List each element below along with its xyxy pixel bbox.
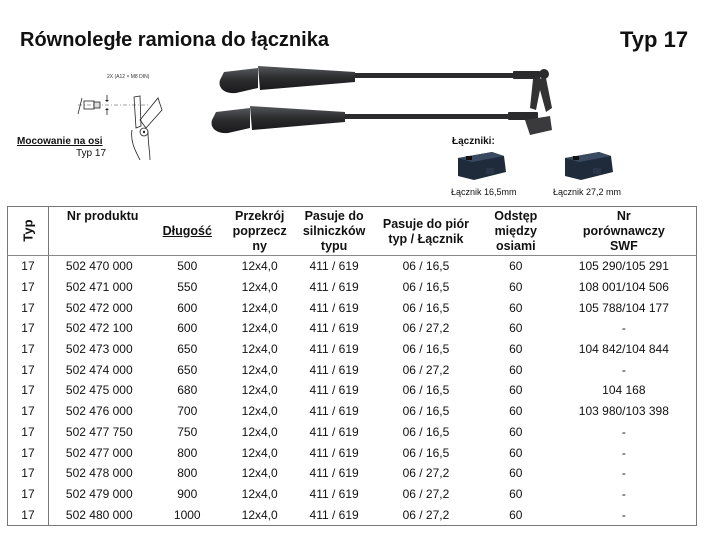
- cell-blades: 06 / 16,5: [402, 280, 450, 295]
- cell-typ: 17: [8, 401, 49, 422]
- table-header-row: [8, 207, 697, 256]
- cell-product-no: 502 475 000: [65, 383, 133, 398]
- cell-typ: 17: [8, 359, 49, 380]
- cell-motors: 411 / 619: [309, 362, 359, 377]
- cell-axis-spacing: 60: [509, 342, 523, 357]
- page-title: Równoległe ramiona do łącznika: [20, 29, 329, 51]
- table-row: [8, 504, 697, 525]
- cell-blades: 06 / 27,2: [402, 486, 450, 501]
- header-product-no: Nr produktu: [48, 207, 151, 256]
- cell-blades: 06 / 27,2: [402, 507, 450, 522]
- table-row: [8, 401, 697, 422]
- cell-swf: -: [621, 321, 626, 336]
- cell-blades: 06 / 16,5: [402, 404, 450, 419]
- cell-product-no: 502 477 000: [65, 445, 133, 460]
- table-row: [8, 277, 697, 298]
- wiper-arms-image: [200, 60, 640, 145]
- cell-cross-section: 12x4,0: [241, 383, 278, 398]
- cell-length: 500: [177, 259, 198, 274]
- cell-typ: 17: [8, 318, 49, 339]
- connector-27-2-image: [559, 148, 615, 182]
- cell-axis-spacing: 60: [509, 383, 523, 398]
- cell-swf: -: [621, 466, 626, 481]
- cell-typ: 17: [8, 422, 49, 443]
- cell-motors: 411 / 619: [309, 445, 359, 460]
- cell-axis-spacing: 60: [509, 362, 523, 377]
- cell-swf: 104 842/104 844: [578, 342, 669, 357]
- cell-length: 600: [177, 300, 198, 315]
- header-swf: Nr porównawczy SWF: [552, 207, 697, 256]
- cell-length: 600: [177, 321, 198, 336]
- cell-cross-section: 12x4,0: [241, 342, 278, 357]
- cell-cross-section: 12x4,0: [241, 362, 278, 377]
- cell-motors: 411 / 619: [309, 342, 359, 357]
- cell-cross-section: 12x4,0: [241, 486, 278, 501]
- header-length: Długość: [151, 207, 223, 256]
- cell-product-no: 502 478 000: [65, 466, 133, 481]
- cell-motors: 411 / 619: [309, 424, 359, 439]
- cell-axis-spacing: 60: [509, 259, 523, 274]
- cell-blades: 06 / 27,2: [402, 362, 450, 377]
- cell-swf: -: [621, 424, 626, 439]
- cell-product-no: 502 477 750: [65, 424, 133, 439]
- cell-swf: 108 001/104 506: [578, 280, 669, 295]
- table-row: [8, 380, 697, 401]
- cell-cross-section: 12x4,0: [241, 424, 278, 439]
- cell-length: 550: [177, 280, 198, 295]
- table-body: [8, 256, 697, 526]
- cell-cross-section: 12x4,0: [241, 404, 278, 419]
- cell-blades: 06 / 27,2: [402, 321, 450, 336]
- cell-cross-section: 12x4,0: [241, 280, 278, 295]
- cell-product-no: 502 471 000: [65, 280, 133, 295]
- dimension-note: 2X (A12 × M8 DIN): [107, 74, 150, 80]
- cell-swf: -: [621, 362, 626, 377]
- cell-swf: 103 980/103 398: [578, 404, 669, 419]
- cell-swf: 105 290/105 291: [578, 259, 669, 274]
- cell-product-no: 502 472 000: [65, 300, 133, 315]
- cell-motors: 411 / 619: [309, 486, 359, 501]
- cell-typ: 17: [8, 339, 49, 360]
- table-row: [8, 422, 697, 443]
- header-typ: Typ: [8, 207, 49, 256]
- cell-typ: 17: [8, 442, 49, 463]
- header-motors: Pasuje do silniczków typu: [296, 207, 372, 256]
- cell-axis-spacing: 60: [509, 466, 523, 481]
- cell-length: 1000: [173, 507, 201, 522]
- cell-cross-section: 12x4,0: [241, 466, 278, 481]
- cell-motors: 411 / 619: [309, 507, 359, 522]
- cell-length: 800: [177, 466, 198, 481]
- cell-product-no: 502 479 000: [65, 486, 133, 501]
- cell-length: 650: [177, 362, 198, 377]
- table-row: [8, 484, 697, 505]
- cell-swf: 105 788/104 177: [578, 300, 669, 315]
- cell-typ: 17: [8, 463, 49, 484]
- header-axis-spacing: Odstęp między osiami: [480, 207, 552, 256]
- cell-axis-spacing: 60: [509, 445, 523, 460]
- cell-axis-spacing: 60: [509, 300, 523, 315]
- mount-label: Mocowanie na osi: [17, 136, 103, 147]
- cell-length: 700: [177, 404, 198, 419]
- cell-typ: 17: [8, 297, 49, 318]
- cell-motors: 411 / 619: [309, 466, 359, 481]
- cell-blades: 06 / 16,5: [402, 424, 450, 439]
- table-row: [8, 256, 697, 277]
- cell-product-no: 502 476 000: [65, 404, 133, 419]
- cell-blades: 06 / 16,5: [402, 259, 450, 274]
- connector-16-5-label: Łącznik 16,5mm: [451, 187, 517, 197]
- cell-cross-section: 12x4,0: [241, 445, 278, 460]
- table-row: [8, 359, 697, 380]
- spec-table: [7, 206, 697, 526]
- cell-typ: 17: [8, 277, 49, 298]
- table-row: [8, 339, 697, 360]
- cell-cross-section: 12x4,0: [241, 321, 278, 336]
- type-heading: Typ 17: [620, 27, 689, 52]
- cell-motors: 411 / 619: [309, 404, 359, 419]
- cell-swf: 104 168: [602, 383, 646, 398]
- cell-blades: 06 / 16,5: [402, 300, 450, 315]
- cell-motors: 411 / 619: [309, 321, 359, 336]
- cell-product-no: 502 470 000: [65, 259, 133, 274]
- cell-blades: 06 / 16,5: [402, 342, 450, 357]
- header-blades: Pasuje do piór typ / Łącznik: [372, 207, 480, 256]
- cell-typ: 17: [8, 380, 49, 401]
- cell-axis-spacing: 60: [509, 321, 523, 336]
- connector-16-5-image: [452, 148, 508, 182]
- cell-length: 900: [177, 486, 198, 501]
- mount-type: Typ 17: [76, 148, 107, 159]
- cell-product-no: 502 472 100: [65, 321, 133, 336]
- cell-motors: 411 / 619: [309, 259, 359, 274]
- cell-axis-spacing: 60: [509, 424, 523, 439]
- cell-cross-section: 12x4,0: [241, 300, 278, 315]
- cell-length: 800: [177, 445, 198, 460]
- cell-axis-spacing: 60: [509, 280, 523, 295]
- cell-motors: 411 / 619: [309, 300, 359, 315]
- cell-blades: 06 / 27,2: [402, 466, 450, 481]
- cell-typ: 17: [8, 256, 49, 277]
- cell-swf: -: [621, 445, 626, 460]
- cell-axis-spacing: 60: [509, 507, 523, 522]
- cell-product-no: 502 473 000: [65, 342, 133, 357]
- cell-cross-section: 12x4,0: [241, 259, 278, 274]
- cell-swf: -: [621, 486, 626, 501]
- connector-27-2-label: Łącznik 27,2 mm: [553, 187, 622, 197]
- cell-length: 650: [177, 342, 198, 357]
- table-row: [8, 318, 697, 339]
- table-row: [8, 463, 697, 484]
- cell-axis-spacing: 60: [509, 404, 523, 419]
- cell-product-no: 502 474 000: [65, 362, 133, 377]
- cell-blades: 06 / 16,5: [402, 445, 450, 460]
- header-cross-section: Przekrój poprzecz ny: [223, 207, 296, 256]
- cell-typ: 17: [8, 504, 49, 525]
- cell-length: 680: [177, 383, 198, 398]
- table-row: [8, 297, 697, 318]
- cell-typ: 17: [8, 484, 49, 505]
- cell-cross-section: 12x4,0: [241, 507, 278, 522]
- cell-axis-spacing: 60: [509, 486, 523, 501]
- table-row: [8, 442, 697, 463]
- cell-blades: 06 / 16,5: [402, 383, 450, 398]
- cell-length: 750: [177, 424, 198, 439]
- cell-motors: 411 / 619: [309, 383, 359, 398]
- cell-swf: -: [621, 507, 626, 522]
- connectors-title: Łączniki:: [452, 136, 495, 147]
- cell-motors: 411 / 619: [309, 280, 359, 295]
- cell-product-no: 502 480 000: [65, 507, 133, 522]
